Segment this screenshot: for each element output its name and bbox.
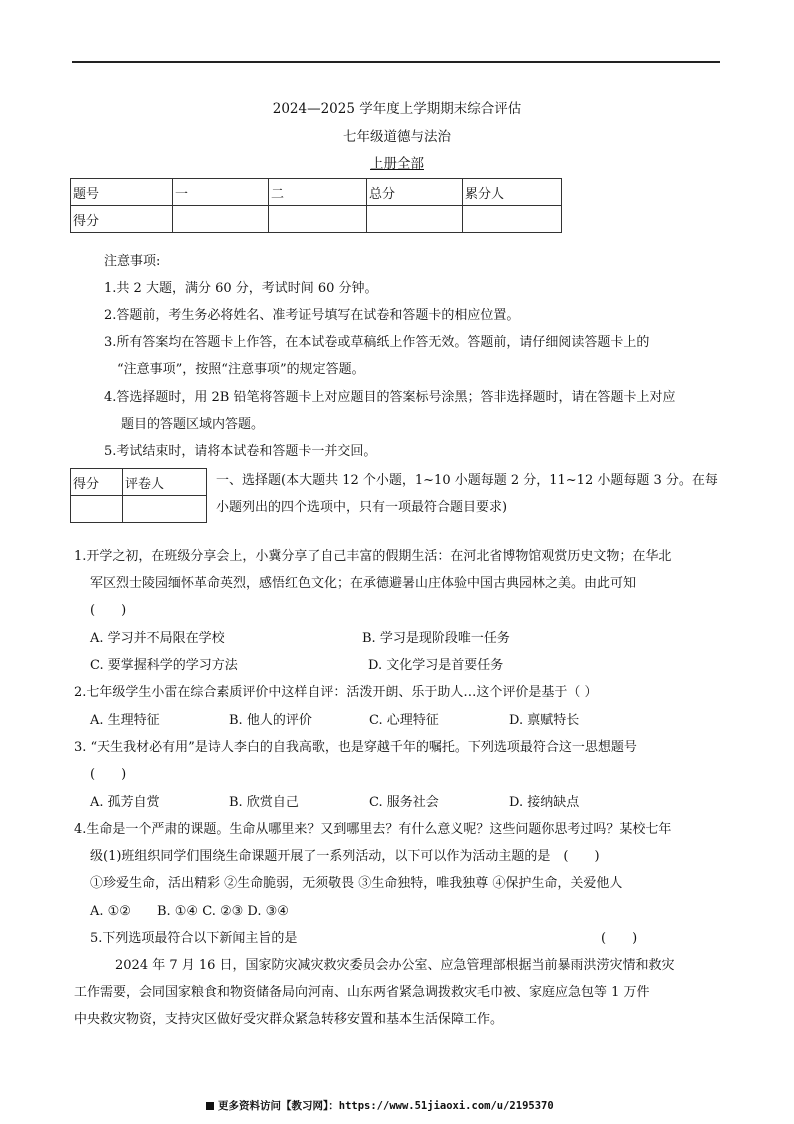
q3-option-c: C. 服务社会 [369,795,439,810]
q5-stem: 5.下列选项最符合以下新闻主旨的是 [90,931,298,946]
q3-option-a: A. 孤芳自赏 [90,795,160,810]
q4-options: A. ①② B. ①④ C. ②③ D. ③④ [90,904,289,919]
q2-option-d: D. 禀赋特长 [509,713,580,728]
score-cell-total: 总分 [367,179,463,206]
q4-stem-cont: 级(1)班组织同学们围绕生命课题开展了一系列活动，以下可以作为活动主题的是 ( ) [90,849,600,864]
grader-header-row [71,469,207,496]
grader-blank-row [71,496,207,523]
footer [206,1098,554,1113]
q5-answer-paren: ( ) [601,931,638,946]
notice-item-3: 3.所有答案均在答题卡上作答，在本试卷或草稿纸上作答无效。答题前，请仔细阅读答题卡上的 [104,335,650,350]
score-cell-part1: 一 [173,179,269,206]
header-rule [72,61,720,63]
grader-person-blank [123,496,207,523]
q1-option-a: A. 学习并不局限在学校 [90,631,225,646]
q3-option-b: B. 欣赏自己 [229,795,299,810]
q1-answer-paren: ( ) [90,603,127,618]
score-input-total [367,206,463,233]
q1-option-d: D. 文化学习是首要任务 [368,658,504,673]
q2-option-a: A. 生理特征 [90,713,160,728]
score-table-header-row [71,179,562,206]
section-heading: 一、选择题(本大题共 12 个小题，1~10 小题每题 2 分，11~12 小题每题 3 分。在每 [216,473,718,488]
notice-item-4: 4.答选择题时，用 2B 铅笔将答题卡上对应题目的答案标号涂黑；答非选择题时，请在答题卡上对应 [104,390,676,405]
exam-scope: 上册全部 [370,156,424,172]
notice-item-4-cont: 题目的答题区域内答题。 [121,417,265,432]
grader-score-label: 得分 [71,469,123,496]
notice-item-3-cont: “注意事项”，按照“注意事项”的规定答题。 [117,362,365,377]
exam-subtitle: 七年级道德与法治 [343,129,451,145]
score-row-label: 得分 [71,206,173,233]
score-table [70,178,562,233]
q3-answer-paren: ( ) [90,767,127,782]
notice-item-1: 1.共 2 大题，满分 60 分，考试时间 60 分钟。 [104,281,378,296]
score-table-score-row [71,206,562,233]
score-cell-accumulator: 累分人 [463,179,562,206]
grader-score-blank [71,496,123,523]
section-heading-cont: 小题列出的四个选项中，只有一项最符合题目要求) [216,500,508,515]
q2-stem: 2.七年级学生小雷在综合素质评价中这样自评：活泼开朗、乐于助人…这个评价是基于（ ） [74,685,598,700]
score-input-part1 [173,206,269,233]
score-cell-label: 题号 [71,179,173,206]
exam-title: 2024—2025 学年度上学期期末综合评估 [272,101,522,117]
notice-item-2: 2.答题前，考生务必将姓名、准考证号填写在试卷和答题卡的相应位置。 [104,308,520,323]
q1-stem-cont: 军区烈士陵园缅怀革命英烈，感悟红色文化；在承德避暑山庄体验中国古典园林之美。由此可知 [90,576,637,591]
q5-news-line-1: 2024 年 7 月 16 日，国家防灾减灾救灾委员会办公室、应急管理部根据当前暴雨洪涝灾情和救灾 [115,958,675,973]
q3-stem: 3. “天生我材必有用”是诗人李白的自我高歌，也是穿越千年的嘱托。下列选项最符合这一思想题号 [74,740,637,755]
q1-stem: 1.开学之初，在班级分享会上，小冀分享了自己丰富的假期生活：在河北省博物馆观赏历史文物；在华北 [74,549,672,564]
grader-table [70,468,207,523]
flag-icon [206,1102,214,1110]
q2-option-c: C. 心理特征 [369,713,439,728]
q1-option-b: B. 学习是现阶段唯一任务 [362,631,510,646]
score-cell-part2: 二 [269,179,367,206]
grader-person-label: 评卷人 [123,469,207,496]
q4-statements: ①珍爱生命，活出精彩 ②生命脆弱，无须敬畏 ③生命独特，唯我独尊 ④保护生命，关爱他人 [90,876,623,891]
q4-stem: 4.生命是一个严肃的课题。生命从哪里来？又到哪里去？有什么意义呢？这些问题你思考过吗？某校七年 [74,822,672,837]
q1-option-c: C. 要掌握科学的学习方法 [90,658,238,673]
q5-news-line-2: 工作需要，会同国家粮食和物资储备局向河南、山东两省紧急调拨救灾毛巾被、家庭应急包等 1 万件 [74,985,650,1000]
q5-news-line-3: 中央救灾物资，支持灾区做好受灾群众紧急转移安置和基本生活保障工作。 [74,1012,504,1027]
footer-link-text[interactable]: 更多资料访问【教习网】：https://www.51jiaoxi.com/u/2195370 [218,1100,554,1112]
q3-option-d: D. 接纳缺点 [509,795,580,810]
q2-option-b: B. 他人的评价 [229,713,312,728]
notice-heading: 注意事项: [104,254,161,269]
notice-item-5: 5.考试结束时，请将本试卷和答题卡一并交回。 [104,444,377,459]
score-input-accumulator [463,206,562,233]
score-input-part2 [269,206,367,233]
